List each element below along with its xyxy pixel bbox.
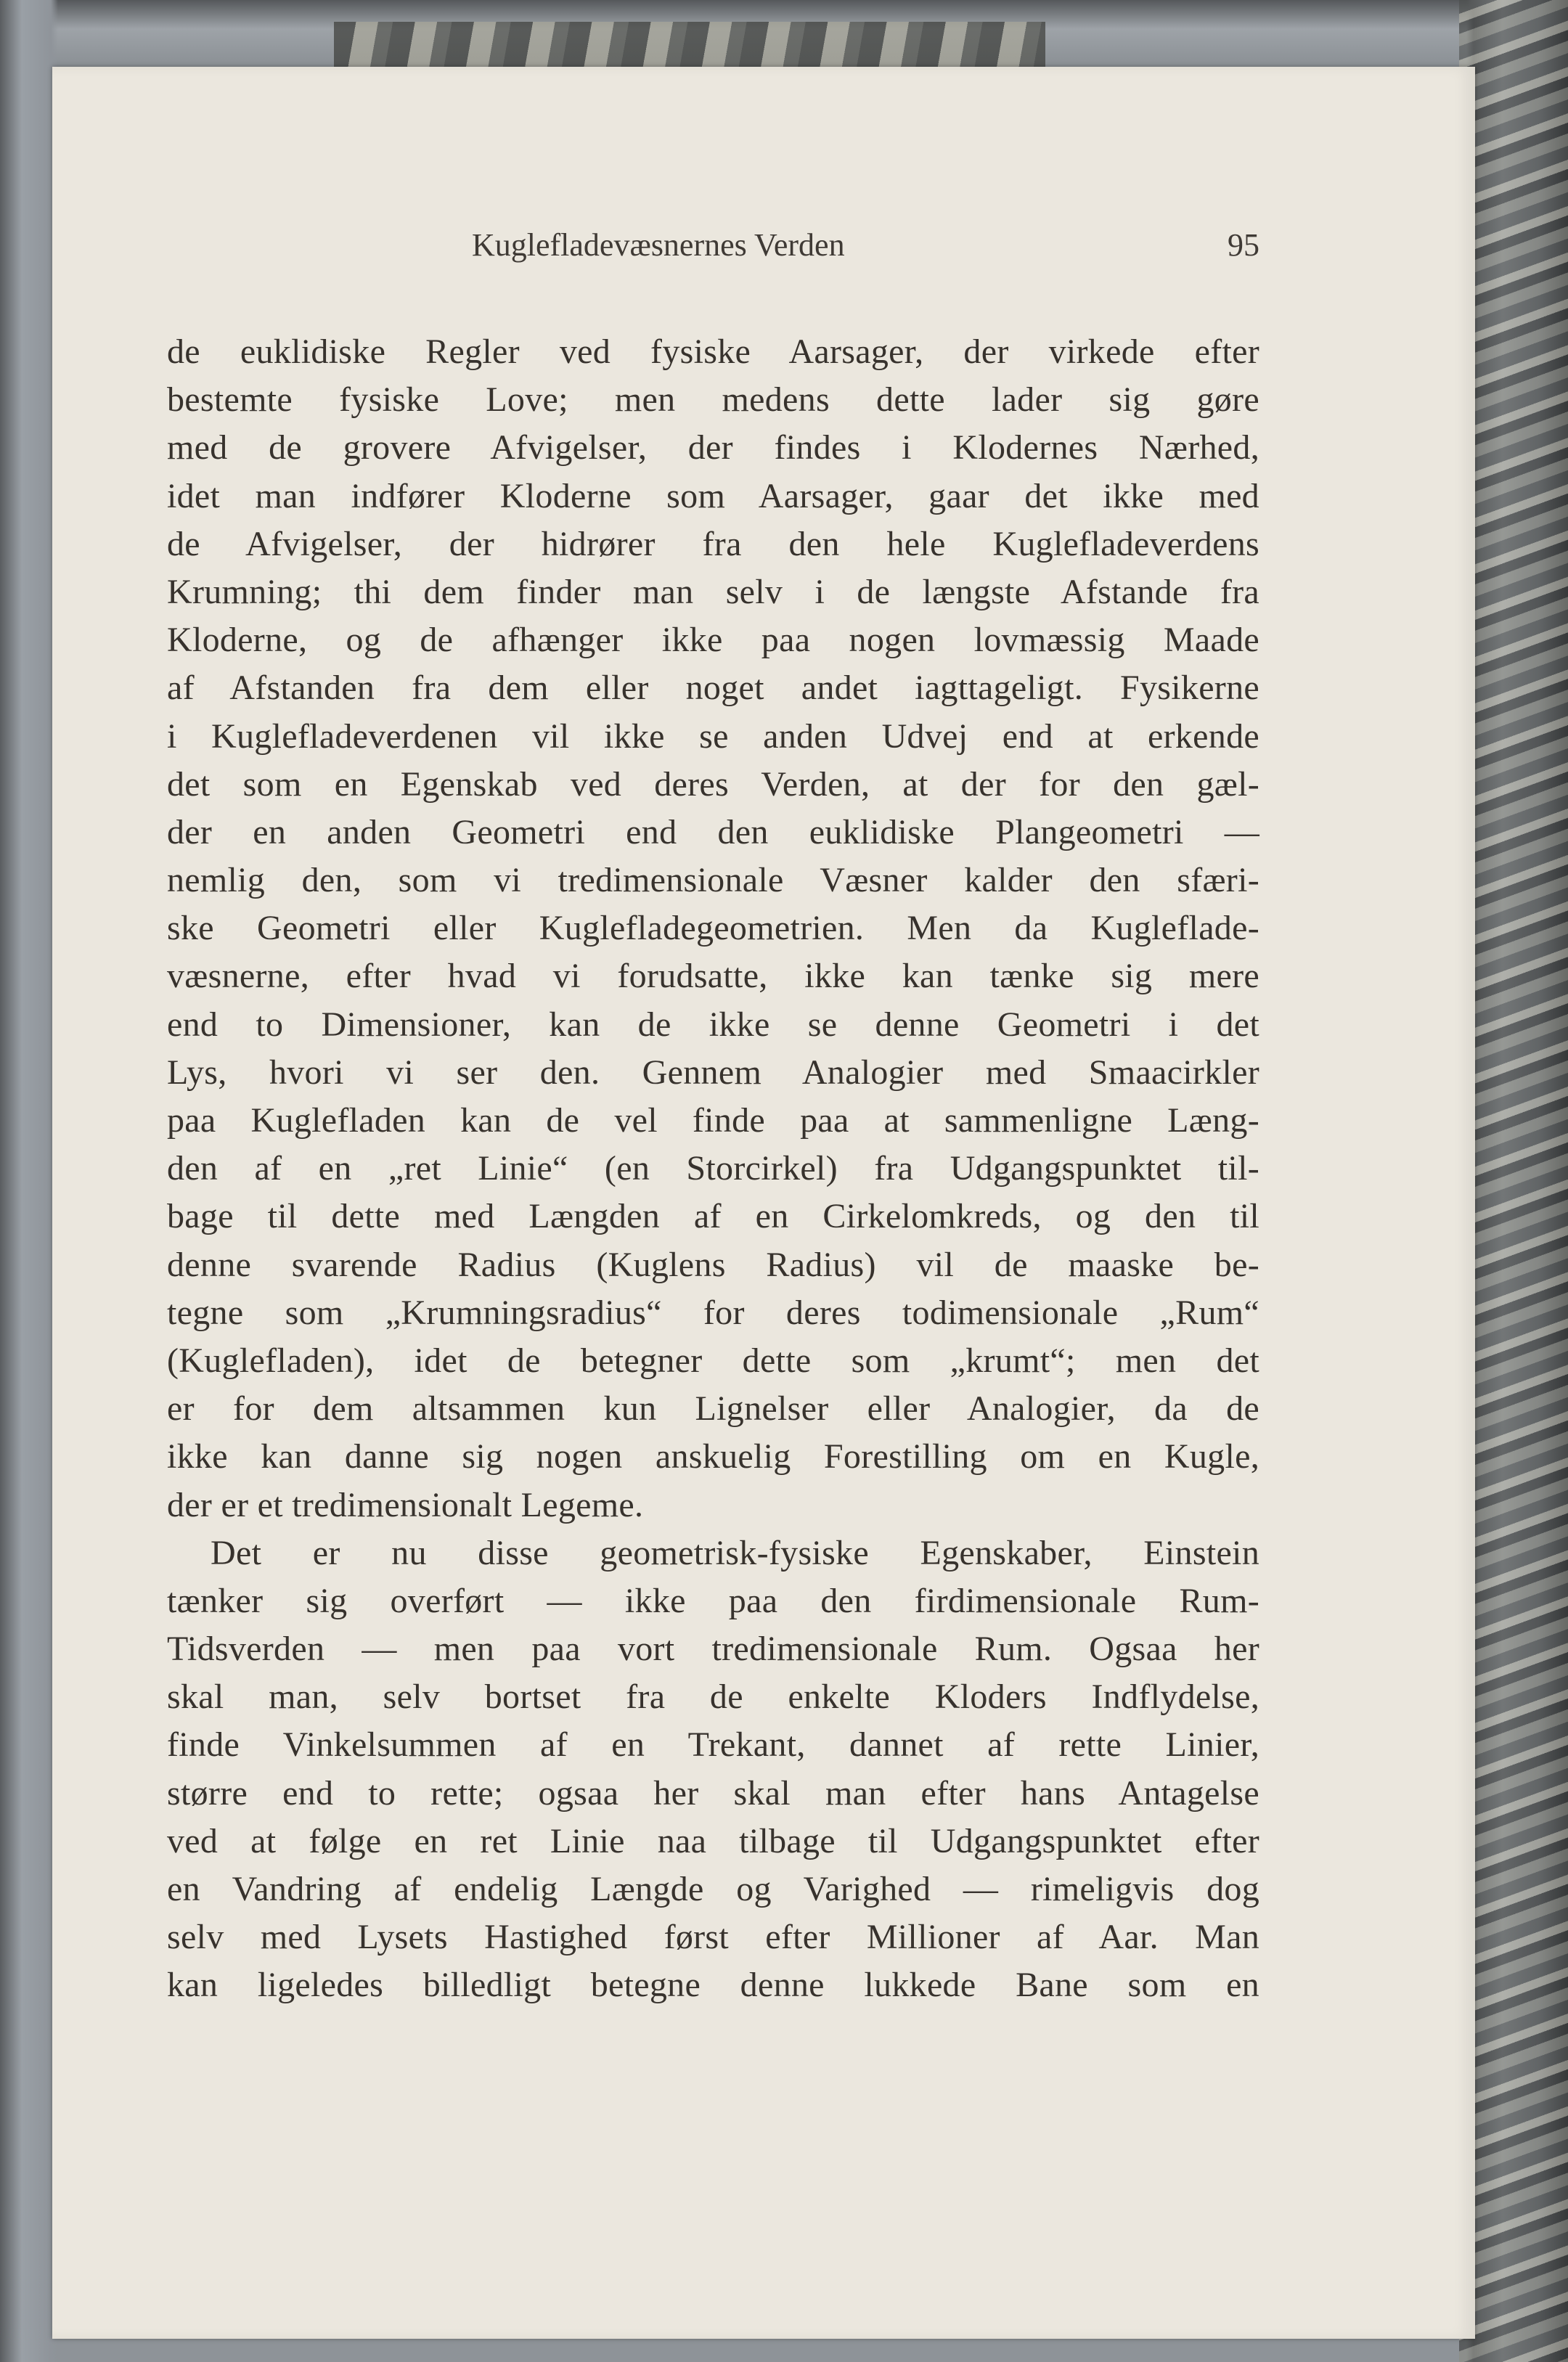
text-line: Tidsverden — men paa vort tredimensionale Rum. Ogsaa her (167, 1630, 1259, 1669)
marbled-cover-top (334, 22, 1045, 73)
running-title: Kuglefladevæsnernes Verden (472, 227, 845, 263)
text-line: i Kuglefladeverdenen vil ikke se anden Udvej end at erkende (167, 716, 1259, 756)
text-line: væsnerne, efter hvad vi forudsatte, ikke kan tænke sig mere (167, 957, 1259, 996)
text-line: ikke kan danne sig nogen anskuelig Forestilling om en Kugle, (167, 1437, 1259, 1476)
page-number: 95 (1228, 227, 1259, 263)
text-line: kan ligeledes billedligt betegne denne lukkede Bane som en (167, 1966, 1259, 2005)
text-line: selv med Lysets Hastighed først efter Millioner af Aar. Man (167, 1918, 1259, 1957)
body-text (167, 328, 1259, 2010)
text-line: de euklidiske Regler ved fysiske Aarsager, der virkede efter (167, 332, 1259, 371)
text-line: Det er nu disse geometrisk-fysiske Egenskaber, Einstein (211, 1533, 1259, 1572)
text-line: de Afvigelser, der hidrører fra den hele Kuglefladeverdens (167, 524, 1259, 563)
text-line: der er et tredimensionalt Legeme. (167, 1485, 644, 1524)
text-line: denne svarende Radius (Kuglens Radius) vil de maaske be- (167, 1245, 1259, 1284)
text-line: nemlig den, som vi tredimensionale Væsner kalder den sfæri- (167, 861, 1259, 900)
text-line: ske Geometri eller Kuglefladegeometrien. Men da Kugleflade- (167, 909, 1259, 948)
text-line: det som en Egenskab ved deres Verden, at der for den gæl- (167, 764, 1259, 804)
text-line: Kloderne, og de afhænger ikke paa nogen lovmæssig Maade (167, 621, 1259, 660)
text-line: der en anden Geometri end den euklidiske Plangeometri — (167, 812, 1259, 851)
page-header (167, 226, 1259, 270)
text-line: paa Kuglefladen kan de vel finde paa at sammenligne Læng- (167, 1101, 1259, 1140)
text-line: bestemte fysiske Love; men medens dette lader sig gøre (167, 380, 1259, 420)
text-line: den af en „ret Linie“ (en Storcirkel) fra Udgangspunktet til- (167, 1149, 1259, 1188)
text-line: Lys, hvori vi ser den. Gennem Analogier med Smaacirkler (167, 1053, 1259, 1092)
text-line: Krumning; thi dem finder man selv i de længste Afstande fra (167, 572, 1259, 611)
text-line: en Vandring af endelig Længde og Varighed — rimeligvis dog (167, 1870, 1259, 1908)
text-line: end to Dimensioner, kan de ikke se denne Geometri i det (167, 1005, 1259, 1044)
text-line: (Kuglefladen), idet de betegner dette som „krumt“; men det (167, 1341, 1259, 1380)
text-line: med de grovere Afvigelser, der findes i Klodernes Nærhed, (167, 428, 1259, 467)
text-line: tænker sig overført — ikke paa den firdimensionale Rum- (167, 1581, 1259, 1620)
text-line: idet man indfører Kloderne som Aarsager, gaar det ikke med (167, 476, 1259, 515)
text-line: ved at følge en ret Linie naa tilbage til Udgangspunktet efter (167, 1821, 1259, 1860)
marbled-cover-edge (1459, 0, 1568, 2362)
text-line: af Afstanden fra dem eller noget andet iagttageligt. Fysikerne (167, 669, 1259, 708)
text-line: skal man, selv bortset fra de enkelte Kloders Indflydelse, (167, 1677, 1259, 1717)
text-line: er for dem altsammen kun Lignelser eller Analogier, da de (167, 1389, 1259, 1429)
text-line: finde Vinkelsummen af en Trekant, dannet af rette Linier, (167, 1725, 1259, 1765)
text-line: større end to rette; ogsaa her skal man efter hans Antagelse (167, 1773, 1259, 1813)
text-line: bage til dette med Længden af en Cirkelomkreds, og den til (167, 1197, 1259, 1236)
text-line: tegne som „Krumningsradius“ for deres todimensionale „Rum“ (167, 1293, 1259, 1332)
